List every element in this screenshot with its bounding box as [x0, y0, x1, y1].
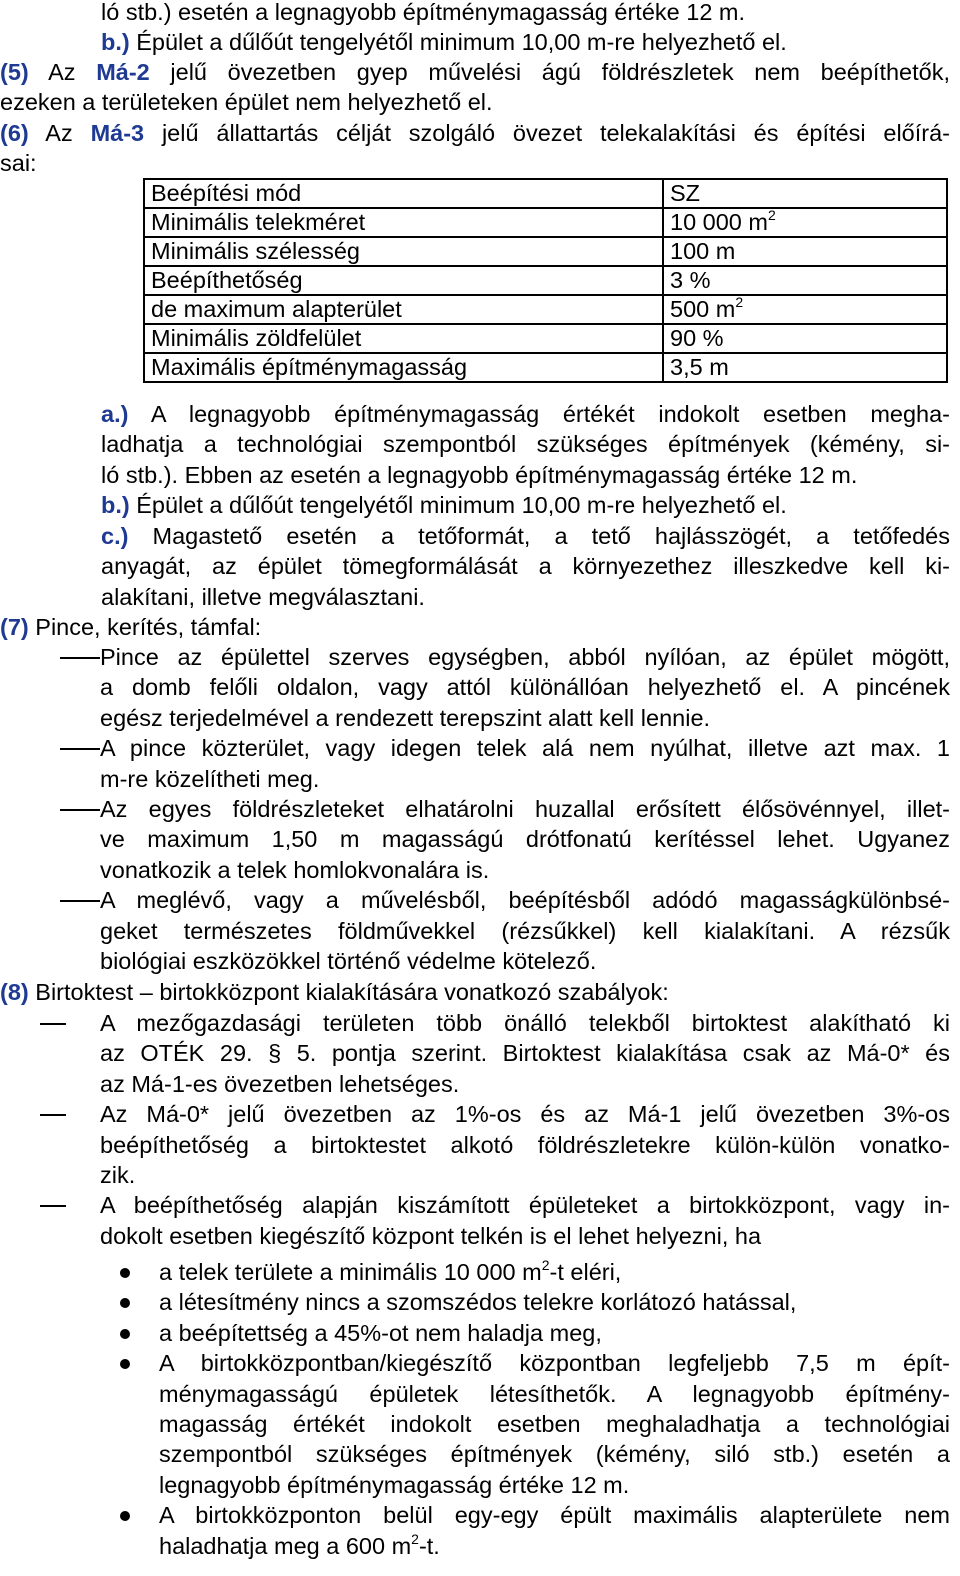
text-span: -t.: [418, 1532, 440, 1559]
table-cell-label: Maximális építménymagasság: [144, 353, 663, 382]
table-cell-label: Minimális zöldfelület: [144, 324, 663, 353]
text-line: A beépíthetőség alapján kiszámított épületeket a birtokközpont, vagy in-: [100, 1192, 950, 1219]
table-cell-value: SZ: [663, 179, 947, 208]
table-cell-value: 500 $m^2$: [663, 295, 947, 324]
table-row: [144, 237, 947, 266]
text-span: jelű övezetben gyep művelési ágú földrészletek nem beépíthetők,: [149, 59, 950, 85]
text-line: [159, 1257, 621, 1288]
dash-marker: [60, 657, 100, 659]
paragraph-number: (7): [0, 614, 29, 640]
text-line: A birtokközponton belül egy-egy épült maximális alapterülete nem: [159, 1502, 950, 1529]
text-line: legnagyobb építménymagasság értéke 12 m.: [159, 1471, 630, 1498]
table-cell-label: Minimális telekméret: [144, 208, 663, 237]
text-line: sai:: [0, 150, 37, 176]
paragraph-5-line: [0, 57, 950, 88]
text-span: -t eléri,: [549, 1259, 622, 1285]
table-row: [144, 324, 947, 353]
text-line: Pince az épülettel szerves egységben, abból nyílóan, az épület mögött,: [100, 644, 950, 670]
text-line: ló stb.). Ebben az esetén a legnagyobb építménymagasság értéke 12 m.: [101, 462, 858, 488]
item-c-line: [101, 521, 950, 552]
text-line: A pince közterület, vagy idegen telek alá nem nyúlhat, illetve azt max. 1: [100, 735, 950, 762]
table-row: [144, 295, 947, 324]
dash-marker: [40, 1205, 66, 1207]
dash-marker: [60, 809, 100, 811]
text-line: alakítani, illetve megválasztani.: [101, 584, 425, 610]
item-b-line: [101, 490, 787, 521]
text-line: a létesítmény nincs a szomszédos telekre korlátozó hatással,: [159, 1289, 797, 1316]
text-line: biológiai eszközökkel történő védelme kötelező.: [100, 948, 597, 974]
item-label-c: c.): [101, 523, 129, 549]
text-line: Az Má-0* jelű övezetben az 1%-os és az Má-1 jelű övezetben 3%-os: [100, 1101, 950, 1128]
table-cell-value: 100 m: [663, 237, 947, 266]
text-line: egész terjedelmével a rendezett terepszint alatt kell lennie.: [100, 704, 711, 731]
superscript: 2: [767, 207, 776, 223]
bullet-marker: [120, 1511, 130, 1521]
superscript: 2: [541, 1257, 550, 1273]
text-span: Magastető esetén a tetőformát, a tető hajlásszögét, a tetőfedés: [128, 523, 950, 549]
dash-marker: [40, 1023, 66, 1025]
dash-marker: [40, 1114, 66, 1116]
text-span: Az: [28, 59, 97, 85]
paragraph-8-heading: [0, 977, 669, 1008]
bullet-marker: [120, 1268, 130, 1278]
paragraph-number: (8): [0, 979, 29, 1005]
text-line: geket természetes földművekkel (rézsűkkel) kell kialakítani. A rézsűk: [100, 917, 950, 944]
text-line: dokolt esetben kiegészítő központ telkén is el lehet helyezni, ha: [100, 1222, 762, 1249]
paragraph-6-line: [0, 118, 950, 149]
text-line: A birtokközpontban/kiegészítő központban legfeljebb 7,5 m épít-: [159, 1350, 950, 1377]
text-line: m-re közelítheti meg.: [100, 765, 320, 792]
text-span: Épület a dűlőút tengelyétől minimum 10,00 m-re helyezhető el.: [129, 29, 787, 55]
zone-code: Má-3: [90, 120, 145, 146]
zone-code: Má-2: [96, 59, 150, 85]
text-line: [159, 1531, 440, 1562]
text-span: Pince, kerítés, támfal:: [28, 614, 262, 640]
table-cell-value: 90 %: [663, 324, 947, 353]
dash-marker: [60, 748, 100, 750]
text-line: zik.: [100, 1162, 136, 1188]
text-span: Épület a dűlőút tengelyétől minimum 10,00 m-re helyezhető el.: [129, 492, 787, 518]
paragraph-7-heading: [0, 612, 261, 643]
table-cell-label: Beépíthetőség: [144, 266, 663, 295]
text-span: Az: [28, 120, 91, 146]
text-line: ladhatja a technológiai szempontból szükséges építmények (kémény, si-: [101, 431, 950, 457]
table-cell-label: Minimális szélesség: [144, 237, 663, 266]
text-span: haladhatja meg a 600 m: [159, 1532, 412, 1559]
text-line: ló stb.) esetén a legnagyobb építménymagasság értéke 12 m.: [101, 0, 746, 25]
text-line: ve maximum 1,50 m magasságú drótfonatú kerítéssel lehet. Ugyanez: [100, 826, 950, 853]
text-line: ménymagasságú épületek létesíthetők. A legnagyobb építmény-: [159, 1380, 950, 1407]
text-line: [101, 27, 787, 58]
text-span: Birtoktest – birtokközpont kialakítására vonatkozó szabályok:: [28, 979, 669, 1005]
text-line: az OTÉK 29. § 5. pontja szerint. Birtoktest kialakítása csak az Má-0* és: [100, 1040, 950, 1067]
bullet-marker: [120, 1359, 130, 1369]
text-line: a beépítettség a 45%-ot nem haladja meg,: [159, 1319, 602, 1346]
table-row: [144, 266, 947, 295]
text-line: Az egyes földrészleteket elhatárolni huzallal erősített élősövénnyel, illet-: [100, 796, 950, 822]
table-cell-value: 3,5 m: [663, 353, 947, 382]
table-cell-value: 10 000 $m^2$: [663, 208, 947, 237]
text-line: ezeken a területeken épület nem helyezhető el.: [0, 89, 493, 115]
text-line: magasság értékét indokolt esetben meghaladhatja a technológiai: [159, 1411, 950, 1437]
table-cell-value: 3 %: [663, 266, 947, 295]
text-line: a domb felőli oldalon, vagy attól különállóan helyezhető el. A pincének: [100, 674, 950, 701]
paragraph-number: (6): [0, 120, 29, 146]
item-a-line: [101, 399, 950, 430]
text-line: anyagát, az épület tömegformálását a környezethez illeszkedve kell ki-: [101, 553, 950, 579]
paragraph-number: (5): [0, 59, 29, 85]
text-span: jelű állattartás célját szolgáló övezet telekalakítási és építési előírá-: [144, 120, 951, 146]
table-row: [144, 179, 947, 208]
item-label-b: b.): [101, 492, 130, 518]
table-row: [144, 353, 947, 382]
superscript: 2: [411, 1530, 419, 1547]
text-line: az Má-1-es övezetben lehetséges.: [100, 1070, 460, 1097]
text-line: vonatkozik a telek homlokvonalára is.: [100, 856, 490, 883]
text-line: A meglévő, vagy a művelésből, beépítésből adódó magasságkülönbsé-: [100, 887, 950, 914]
table-cell-label: de maximum alapterület: [144, 295, 663, 324]
dash-marker: [60, 900, 100, 902]
text-line: A mezőgazdasági területen több önálló telekből birtoktest alakítható ki: [100, 1010, 950, 1036]
table-row: [144, 208, 947, 237]
text-line: szempontból szükséges építmények (kémény, siló stb.) esetén a: [159, 1441, 950, 1468]
table-cell-label: Beépítési mód: [144, 179, 663, 208]
item-label-b: b.): [101, 29, 130, 55]
superscript: 2: [735, 294, 744, 310]
text-span: a telek területe a minimális 10 000 m: [159, 1259, 542, 1285]
bullet-marker: [120, 1329, 130, 1339]
text-line: beépíthetőség a birtoktestet alkotó földrészletekre külön-külön vonatko-: [100, 1131, 950, 1158]
text-span: A legnagyobb építménymagasság értékét indokolt esetben megha-: [128, 401, 950, 427]
item-label-a: a.): [101, 401, 129, 427]
bullet-marker: [120, 1298, 130, 1308]
zoning-spec-table: [143, 178, 948, 383]
